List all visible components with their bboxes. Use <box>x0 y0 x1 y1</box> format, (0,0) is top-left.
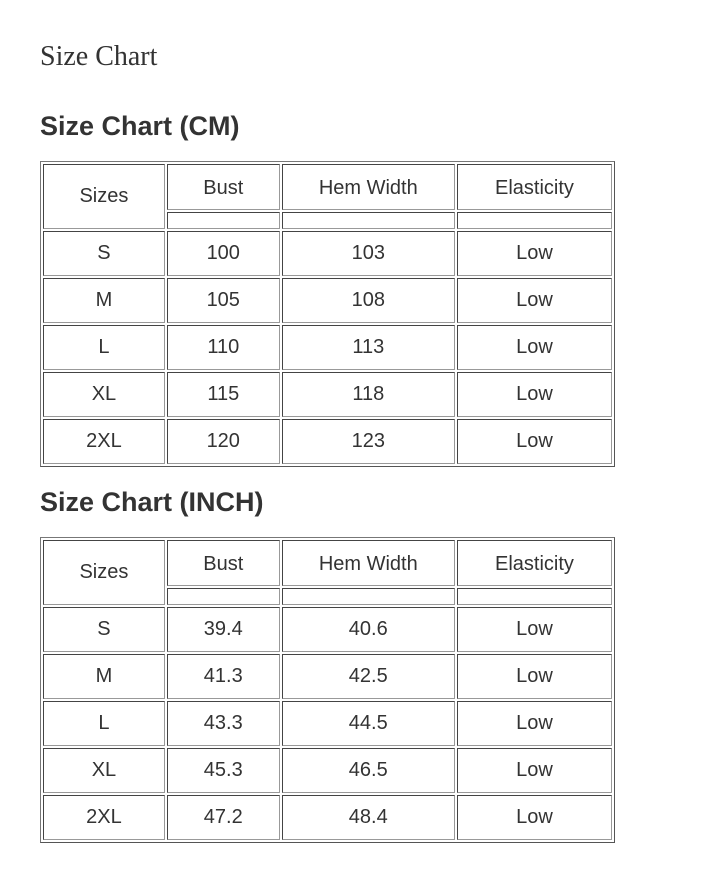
header-sizes: Sizes <box>43 540 165 605</box>
cell-hem-width: 108 <box>282 278 455 323</box>
cell-elasticity: Low <box>457 654 612 699</box>
table-row <box>43 325 612 370</box>
cell-elasticity: Low <box>457 419 612 464</box>
header-sizes: Sizes <box>43 164 165 229</box>
cell-elasticity: Low <box>457 748 612 793</box>
cell-elasticity: Low <box>457 607 612 652</box>
cell-size: XL <box>43 372 165 417</box>
cell-size: L <box>43 701 165 746</box>
cell-bust: 45.3 <box>167 748 280 793</box>
cell-size: S <box>43 231 165 276</box>
size-table-cm <box>40 161 615 467</box>
table-row <box>43 607 612 652</box>
header-hem-width: Hem Width <box>282 164 455 210</box>
header-blank-cell <box>282 588 455 605</box>
section-heading-cm: Size Chart (CM) <box>40 111 240 141</box>
cell-size: M <box>43 278 165 323</box>
header-bust: Bust <box>167 540 280 586</box>
header-blank-cell <box>167 588 280 605</box>
cell-size: L <box>43 325 165 370</box>
cell-hem-width: 113 <box>282 325 455 370</box>
table-row <box>43 419 612 464</box>
cell-elasticity: Low <box>457 372 612 417</box>
header-blank-cell <box>457 212 612 229</box>
table-row <box>43 654 612 699</box>
cell-size: M <box>43 654 165 699</box>
cell-hem-width: 48.4 <box>282 795 455 840</box>
cell-hem-width: 123 <box>282 419 455 464</box>
page-title: Size Chart <box>40 41 158 72</box>
cell-hem-width: 46.5 <box>282 748 455 793</box>
cell-bust: 100 <box>167 231 280 276</box>
cell-size: 2XL <box>43 795 165 840</box>
cell-bust: 120 <box>167 419 280 464</box>
table-row <box>43 372 612 417</box>
header-blank-cell <box>282 212 455 229</box>
header-hem-width: Hem Width <box>282 540 455 586</box>
table-row <box>43 701 612 746</box>
table-row <box>43 231 612 276</box>
header-blank-cell <box>167 212 280 229</box>
cell-bust: 110 <box>167 325 280 370</box>
cell-elasticity: Low <box>457 278 612 323</box>
table-row <box>43 795 612 840</box>
section-heading-inch: Size Chart (INCH) <box>40 487 264 517</box>
header-elasticity: Elasticity <box>457 540 612 586</box>
cell-bust: 47.2 <box>167 795 280 840</box>
cell-hem-width: 118 <box>282 372 455 417</box>
cell-elasticity: Low <box>457 231 612 276</box>
cell-hem-width: 103 <box>282 231 455 276</box>
cell-elasticity: Low <box>457 325 612 370</box>
cell-elasticity: Low <box>457 795 612 840</box>
cell-bust: 115 <box>167 372 280 417</box>
cell-hem-width: 44.5 <box>282 701 455 746</box>
header-elasticity: Elasticity <box>457 164 612 210</box>
cell-bust: 41.3 <box>167 654 280 699</box>
header-blank-cell <box>457 588 612 605</box>
cell-size: XL <box>43 748 165 793</box>
cell-hem-width: 42.5 <box>282 654 455 699</box>
cell-size: S <box>43 607 165 652</box>
cell-bust: 105 <box>167 278 280 323</box>
table-row <box>43 278 612 323</box>
cell-bust: 39.4 <box>167 607 280 652</box>
table-row <box>43 748 612 793</box>
cell-elasticity: Low <box>457 701 612 746</box>
size-table-inch <box>40 537 615 843</box>
cell-size: 2XL <box>43 419 165 464</box>
header-bust: Bust <box>167 164 280 210</box>
cell-bust: 43.3 <box>167 701 280 746</box>
cell-hem-width: 40.6 <box>282 607 455 652</box>
